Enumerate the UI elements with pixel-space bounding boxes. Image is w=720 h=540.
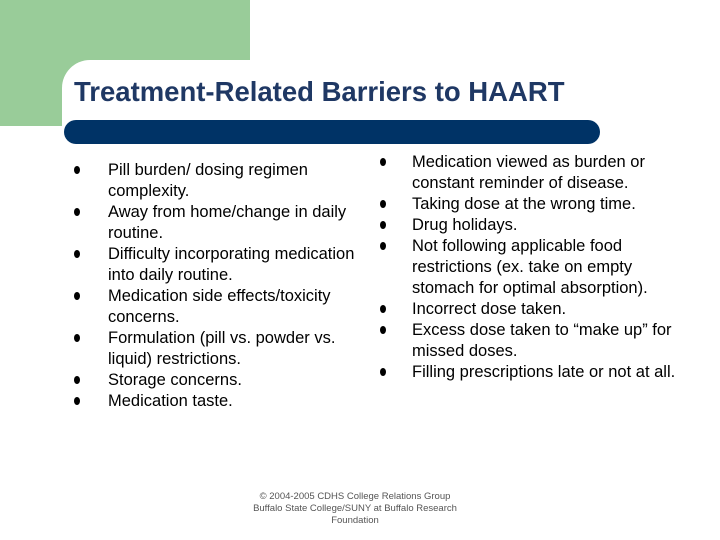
bullet-dot-icon: [74, 397, 80, 405]
bullet-dot-icon: [74, 250, 80, 258]
bullet-dot-icon: [380, 242, 386, 250]
bullet-text: Medication viewed as burden or constant reminder of disease.: [412, 153, 645, 192]
list-item: [412, 236, 692, 299]
list-item: [412, 215, 692, 236]
bullet-text: Medication side effects/toxicity concerns.: [108, 287, 331, 326]
bullet-dot-icon: [380, 305, 386, 313]
bullet-text: Filling prescriptions late or not at all.: [412, 363, 676, 381]
bullet-text: Pill burden/ dosing regimen complexity.: [108, 161, 308, 200]
list-item: [108, 244, 370, 286]
copyright-footer: [240, 491, 470, 527]
bullet-dot-icon: [380, 368, 386, 376]
bullet-dot-icon: [74, 292, 80, 300]
right-bullet-list: [412, 152, 692, 383]
list-item: [108, 370, 370, 391]
list-item: [108, 202, 370, 244]
bullet-dot-icon: [380, 221, 386, 229]
bullet-dot-icon: [380, 326, 386, 334]
list-item: [108, 286, 370, 328]
list-item: [412, 299, 692, 320]
bullet-dot-icon: [74, 166, 80, 174]
list-item: [412, 320, 692, 362]
left-bullet-list: [108, 160, 370, 412]
list-item: [412, 362, 692, 383]
bullet-text: Incorrect dose taken.: [412, 300, 567, 318]
list-item: [108, 391, 370, 412]
bullet-dot-icon: [380, 200, 386, 208]
bullet-text: Medication taste.: [108, 392, 233, 410]
list-item: [412, 152, 692, 194]
bullet-text: Excess dose taken to “make up” for missed doses.: [412, 321, 672, 360]
bullet-text: Formulation (pill vs. powder vs. liquid) restrictions.: [108, 329, 336, 368]
bullet-text: Storage concerns.: [108, 371, 242, 389]
bullet-text: Away from home/change in daily routine.: [108, 203, 347, 242]
bullet-text: Difficulty incorporating medication into daily routine.: [108, 245, 355, 284]
footer-line: © 2004-2005 CDHS College Relations Group: [259, 491, 451, 502]
footer-line: Buffalo State College/SUNY at Buffalo Research: [253, 503, 457, 514]
list-item: [412, 194, 692, 215]
footer-line: Foundation: [331, 515, 379, 526]
bullet-text: Not following applicable food restrictions (ex. take on empty stomach for optimal absorption).: [412, 237, 648, 297]
list-item: [108, 160, 370, 202]
bullet-text: Drug holidays.: [412, 216, 518, 234]
title-underline-bar: [64, 120, 600, 144]
list-item: [108, 328, 370, 370]
bullet-text: Taking dose at the wrong time.: [412, 195, 636, 213]
bullet-dot-icon: [380, 158, 386, 166]
bullet-dot-icon: [74, 334, 80, 342]
bullet-dot-icon: [74, 208, 80, 216]
slide-title: Treatment-Related Barriers to HAART: [74, 76, 565, 107]
bullet-dot-icon: [74, 376, 80, 384]
